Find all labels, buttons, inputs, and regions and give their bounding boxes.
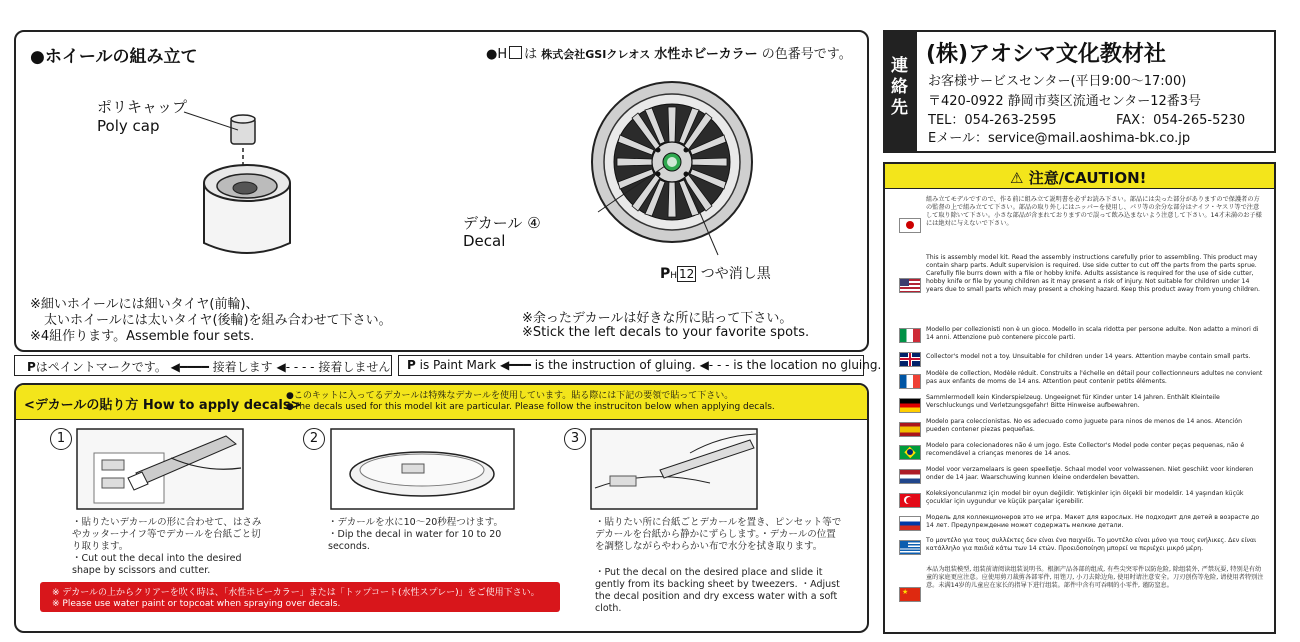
caution-text-tr: Koleksiyonculanmız için model bir oyun değildir. Yetişkinler için ölçekli bir modeldir. 14 yaşından küçük çocuklar için uygundur ve küçük parçalar içerebilir.	[926, 490, 1244, 505]
step3-text-en: ・Put the decal on the desired place and slide it gently from its backing sheet by tweezers. ・Adjust the decal position and dry excess water with a soft cloth.	[595, 567, 840, 614]
flag-brazil-icon	[899, 445, 921, 460]
caution-text-de: Sammlermodell kein Kinderspielzeug. Ungeeignet für Kinder unter 14 Jahren. Enthält Kleinteile Verschluckungs und Verletzungsgefahr! Bitte Hinweise aufbewahren.	[926, 394, 1220, 409]
solid-arrow-icon: ◀━━━	[499, 358, 531, 372]
legend-en	[398, 355, 882, 376]
caution-text-es: Modelo para coleccionistas. No es adecuado como juguete para ninos de menos de 14 anos. Atención pueden contener piezas pequeñas.	[926, 418, 1243, 433]
contact-email: Eメール：service@mail.aoshima-bk.co.jp	[928, 131, 1191, 146]
contact-company: (株)アオシマ文化教材社	[926, 42, 1166, 67]
step1-text-en: ・Cut out the decal into the desired shape by scissors and cutter.	[72, 553, 242, 576]
assembly-heading: ●ホイールの組み立て	[30, 47, 198, 67]
flag-japan-icon	[899, 218, 921, 233]
assembly-note-1: ※細いホイールには細いタイヤ(前輪)、	[30, 297, 259, 312]
paint-mark-icon: P	[660, 266, 671, 282]
legend-en-text3: is the location no gluing.	[733, 358, 882, 372]
step1-text-jp: ・貼りたいデカールの形に合わせて、はさみやカッターナイフ等でデカールを台紙ごと切り取ります。	[72, 517, 262, 552]
color-note-brand: 水性ホビーカラー	[654, 47, 758, 62]
color-note-box	[509, 46, 522, 59]
dashed-arrow-icon: ◀- - -	[699, 358, 730, 372]
paint-code-label	[660, 263, 771, 283]
decal-warning-en: ※ Please use water paint or topcoat when spraying over decals.	[52, 599, 341, 609]
step2-illustration	[330, 428, 515, 510]
step3-text-jp: ・貼りたい所に台紙ごとデカールを置き、ピンセット等でデカールを台紙から静かにずらします。・デカールの位置を調整しながらやわらかい布で水分を拭き取ります。	[595, 517, 842, 552]
color-note-prefix: ●H	[486, 47, 508, 62]
wheel-illustration	[590, 80, 760, 260]
polycap-label-en: Poly cap	[97, 117, 160, 135]
caution-text-jp: 組み立てモデルですので、作る前に組み立て説明書を必ずお読み下さい。部品には尖った部分がありますので保護者の方の監督の上で組み立てて下さい。部品の取り外しにはニッパーを使用し、パリ等の余分な部分はナイフ・ヤスリ等で注意して取り除いて下さい。小さな部品が含まれておりますので誤って飲み込まないよう注意して下さい。14才未満のお子様には絶対に与えないで下さい。	[926, 196, 1262, 227]
decal-label-num: ④	[527, 214, 541, 232]
caution-text-gr: Το μοντέλο για τους συλλέκτες δεν είναι ένα παιχνίδι. Το μοντέλο είναι μόνο για τους ενήλικες. Δεν είναι κατάλληλο για παιδιά κάτω των 14 ετών. Προειδοποίηση μπορεί να περιέχει μικρό μέρη.	[926, 537, 1257, 552]
flag-china-icon: ★	[899, 587, 921, 602]
contact-service: お客様サービスセンター(平日9:00〜17:00)	[928, 74, 1187, 89]
assembly-note-5: ※Stick the left decals to your favorite spots.	[522, 325, 810, 340]
decal-label-text: デカール	[463, 214, 523, 232]
warning-triangle-icon: ⚠	[1010, 169, 1024, 187]
caution-text-nl: Model voor verzamelaars is geen speelletje. Schaal model voor volwassenen. Niet geschikt voor kinderen onder de 14 jaar. Waarschuwing kunnen kleine onderdelen bevatten.	[926, 466, 1254, 481]
decal-label-en: Decal	[463, 232, 506, 250]
contact-side-label: 連絡先	[891, 56, 908, 118]
step1-number: 1	[50, 428, 72, 450]
flag-uk-icon	[899, 352, 921, 367]
legend-en-text1: is Paint Mark	[419, 358, 497, 372]
step3-number: 3	[564, 428, 586, 450]
decal-header-label: <デカールの貼り方 How to apply decals>	[24, 398, 302, 413]
flag-france-icon	[899, 374, 921, 389]
paint-code-num: 12	[679, 267, 695, 281]
paint-code-h: H	[670, 271, 678, 281]
caution-text-ru: Модель для коллекционеров это не игра. Макет для взрослых. Не подходит для детей в возрасте до 14 лет. Предупреждение может содержать мелкие детали.	[926, 514, 1260, 529]
contact-tel: TEL：054-263-2595	[928, 113, 1057, 128]
caution-title: ⚠ 注意/CAUTION!	[1010, 169, 1147, 187]
flag-spain-icon	[899, 422, 921, 437]
flag-italy-icon	[899, 328, 921, 343]
step2-text-jp: ・デカールを水に10〜20秒程つけます。	[328, 517, 504, 528]
solid-arrow-icon: ◀━━━━	[170, 360, 209, 374]
assembly-note-2: 太いホイールには太いタイヤ(後輪)を組み合わせて下さい。	[44, 313, 392, 328]
caution-text-it: Modello per collezionisti non è un gioco. Modello in scala ridotta per persone adulte. Non adatto a minori di 14 anni. Attenzione può contenere piccole parti.	[926, 326, 1259, 341]
dashed-arrow-icon: ◀- - - -	[276, 360, 315, 374]
decal-header-note-jp: ●このキットに入ってるデカールは特殊なデカールを使用しています。貼る際には下記の要領で貼って下さい。	[286, 391, 734, 401]
paint-code-name: つや消し黒	[700, 266, 771, 282]
flag-russia-icon	[899, 516, 921, 531]
color-note	[486, 43, 852, 62]
assembly-note-4: ※余ったデカールは好きな所に貼って下さい。	[522, 311, 793, 326]
color-note-company: 株式会社GSIクレオス	[541, 48, 651, 61]
legend-jp-text3: 接着しません	[318, 360, 391, 374]
flag-germany-icon	[899, 398, 921, 413]
decal-warning-jp: ※ デカールの上からクリアーを吹く時は、「水性ホビーカラー」または「トップコート(水性スプレー)」をご使用下さい。	[52, 588, 540, 598]
legend-jp-text1: はペイントマークです。	[35, 360, 167, 374]
caution-text-cn: 本品为组装模型, 组装前请阅读组装说明书。根据产品各部的组成, 有些尖突零件以防危险, 除组装外, 严禁玩耍, 特别是有幼童的家庭更应注意。应使用剪刀裁剪各部零件, 用锉刀, 小刀去除边角, 使用时请注意安全。刀刃创伤等危险, 请使用者特别注意。未满14岁的儿童应在家长的指导下进行组装。部件中含有可吞咽的小零件, 谨防窒息。	[926, 566, 1264, 589]
decal-header-note-en: ●The decals used for this model kit are particular. Please follow the instruciton below when applying decals.	[286, 402, 775, 412]
legend-en-text2: is the instruction of gluing.	[534, 358, 696, 372]
step2-number: 2	[303, 428, 325, 450]
polycap-label-jp: ポリキャップ	[97, 98, 188, 116]
paint-mark-icon: P	[407, 358, 416, 372]
contact-address: 〒420-0922 静岡市葵区流通センター12番3号	[928, 94, 1202, 109]
step1-illustration	[76, 428, 244, 510]
legend-jp	[14, 355, 392, 376]
legend-jp-text2: 接着します	[212, 360, 273, 374]
step3-illustration	[590, 428, 758, 510]
color-note-suffix: は	[524, 47, 538, 62]
caution-text-br: Modelo para colecionadores não é um jogo. Este Collector's Model pode conter peças pequenas, não é recomendável a crianças menores de 14 anos.	[926, 442, 1245, 457]
assembly-note-3: ※4組作ります。Assemble four sets.	[30, 329, 255, 344]
decal-label-jp	[463, 212, 541, 233]
flag-usa-icon	[899, 278, 921, 293]
flag-turkey-icon	[899, 493, 921, 508]
caution-text-en: This is assembly model kit. Read the assembly instructions carefully prior to assembling. This product may contain sharp parts. Adult supervision is required. Use side cutter to cut off the parts from the parts sprue. Carefully file burrs down with a file or hobby knife. Adults assistance is required for the use of side cutter, hobby knife or file by young children as it may present a risk of injury. Not suitable for children under 14 years due to small parts which may present a choking hazard. Keep this product away from young children.	[926, 254, 1260, 293]
color-note-tail: の色番号です。	[761, 47, 852, 62]
paint-mark-icon: P	[27, 360, 36, 374]
flag-greece-icon	[899, 540, 921, 555]
contact-fax: FAX：054-265-5230	[1116, 113, 1246, 128]
polycap-leader-line	[180, 108, 250, 138]
caution-text-uk: Collector's model not a toy. Unsuitable for children under 14 years. Attention maybe contain small parts.	[926, 353, 1251, 360]
step2-text-en: ・Dip the decal in water for 10 to 20 seconds.	[328, 529, 502, 552]
flag-netherlands-icon	[899, 469, 921, 484]
caution-text-fr: Modèle de collection, Modèle réduit. Construits a l'échelle en détail pour collectionneurs adultes ne convient pas aux enfants de moms de 14 ans. Attention peut contenir petits éléments.	[926, 370, 1263, 385]
